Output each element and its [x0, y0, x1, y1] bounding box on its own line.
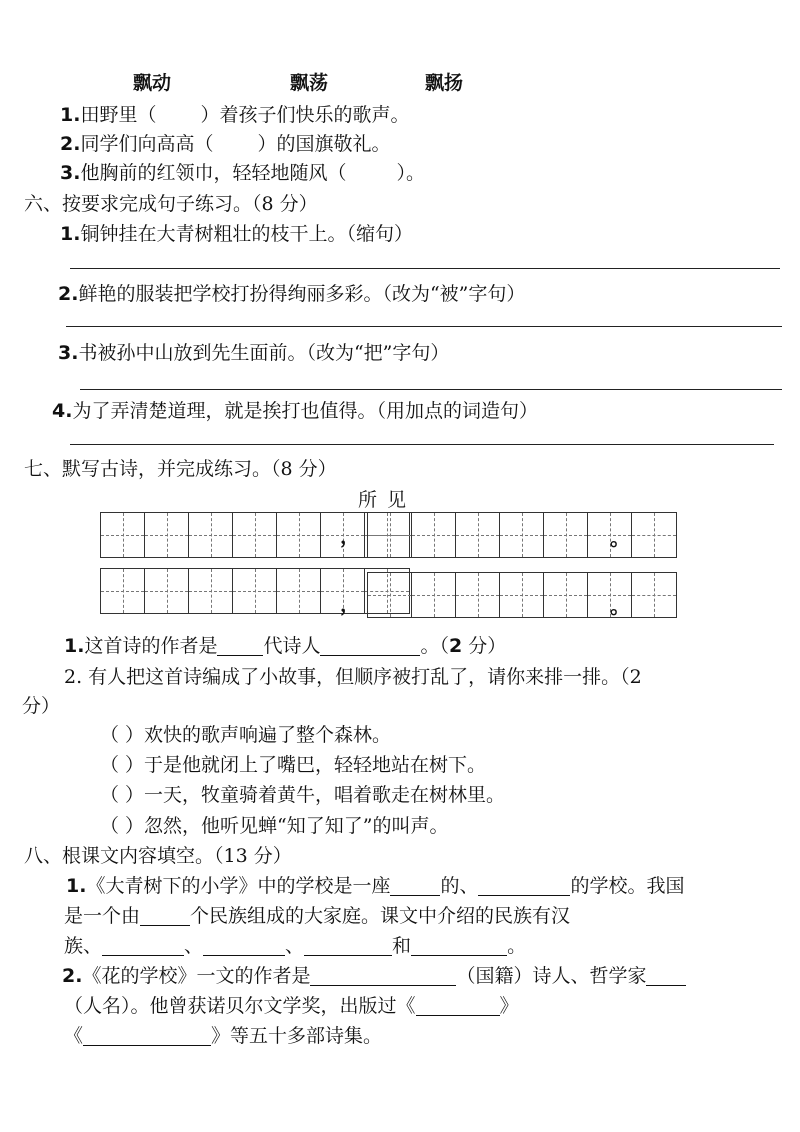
s8-q2-line2: （人名）。他曾获诺贝尔文学奖，出版过《 》 [64, 995, 519, 1017]
s6-item-4: 4.为了弄清楚道理，就是挨打也值得。（用加点的词造句） [52, 400, 538, 422]
s7-q1-blank-era[interactable] [217, 635, 263, 656]
comma-1: ， [340, 524, 360, 548]
poem-grid-line-2[interactable] [367, 512, 677, 558]
grid-cell[interactable] [145, 569, 189, 613]
section7-title: 七、默写古诗，并完成练习。（8 分） [24, 458, 337, 480]
s8-q1-line1: 1.《大青树下的小学》中的学校是一座 的、 的学校。我国 [66, 875, 685, 897]
grid-cell[interactable] [632, 573, 676, 617]
s6-answer-line-2[interactable] [66, 326, 782, 327]
s8-q2-blank-nationality[interactable] [310, 965, 456, 986]
order-item-2[interactable]: （ ）于是他就闭上了嘴巴，轻轻地站在树下。 [100, 754, 487, 776]
grid-cell[interactable] [456, 573, 500, 617]
s8-q1-blank-3[interactable] [140, 905, 190, 926]
grid-cell[interactable] [500, 573, 544, 617]
grid-cell[interactable] [368, 513, 412, 557]
q5-item-3: 3.他胸前的红领巾，轻轻地随风（ ）。 [60, 162, 425, 184]
s6-answer-line-3[interactable] [80, 389, 782, 390]
grid-cell[interactable] [277, 513, 321, 557]
s8-q2-line3: 《 》等五十多部诗集。 [64, 1025, 383, 1047]
word-choice-3: 飘扬 [425, 72, 464, 94]
s6-answer-line-1[interactable] [70, 268, 780, 269]
s6-answer-line-4[interactable] [70, 444, 774, 445]
grid-cell[interactable] [412, 513, 456, 557]
grid-cell[interactable] [368, 573, 412, 617]
s8-q1-blank-1[interactable] [390, 875, 440, 896]
s6-item-1: 1.铜钟挂在大青树粗壮的枝干上。（缩句） [60, 223, 413, 245]
grid-cell[interactable] [277, 569, 321, 613]
s8-q2-blank-name[interactable] [646, 965, 686, 986]
order-item-3[interactable]: （ ）一天，牧童骑着黄牛，唱着歌走在树林里。 [100, 784, 506, 806]
section6-title: 六、按要求完成句子练习。（8 分） [24, 193, 318, 215]
s8-q1-line3: 族、 、 、 和 。 [64, 935, 527, 957]
grid-cell[interactable] [189, 513, 233, 557]
s8-q1-blank-5[interactable] [203, 935, 285, 956]
grid-cell[interactable] [101, 569, 145, 613]
grid-cell[interactable] [500, 513, 544, 557]
grid-cell[interactable] [456, 513, 500, 557]
q5-item-1: 1.田野里（ ）着孩子们快乐的歌声。 [60, 104, 410, 126]
s8-q1-blank-2[interactable] [478, 875, 570, 896]
s7-q1: 1.这首诗的作者是 代诗人 。（2 分） [64, 635, 507, 657]
grid-cell[interactable] [412, 573, 456, 617]
poem-grid-line-4[interactable] [367, 572, 677, 618]
s8-q1-blank-7[interactable] [411, 935, 507, 956]
s8-q2-blank-book2[interactable] [83, 1025, 211, 1046]
s6-item-3: 3.书被孙中山放到先生面前。（改为“把”字句） [58, 342, 450, 364]
period-2: 。 [610, 594, 630, 618]
grid-cell[interactable] [189, 569, 233, 613]
grid-cell[interactable] [145, 513, 189, 557]
q5-item-2: 2.同学们向高高（ ）的国旗敬礼。 [60, 133, 391, 155]
order-item-1[interactable]: （ ）欢快的歌声响遍了整个森林。 [100, 724, 392, 746]
poem-title: 所 见 [358, 489, 409, 511]
s8-q2-line1: 2.《花的学校》一文的作者是 （国籍）诗人、哲学家 [62, 963, 686, 989]
s7-q1-blank-poet[interactable] [320, 635, 420, 656]
s8-q1-blank-4[interactable] [102, 935, 184, 956]
grid-cell[interactable] [233, 569, 277, 613]
s8-q1-blank-6[interactable] [304, 935, 392, 956]
section8-title: 八、根课文内容填空。（13 分） [24, 845, 292, 867]
poem-grid-line-3[interactable] [100, 568, 410, 614]
grid-cell[interactable] [101, 513, 145, 557]
s7-q2-cont: 分） [22, 695, 61, 717]
comma-2: ， [340, 592, 360, 616]
grid-cell[interactable] [632, 513, 676, 557]
grid-cell[interactable] [544, 573, 588, 617]
word-choice-2: 飘荡 [290, 72, 329, 94]
order-item-4[interactable]: （ ）忽然，他听见蝉“知了知了”的叫声。 [100, 815, 449, 837]
grid-cell[interactable] [544, 513, 588, 557]
s8-q1-line2: 是一个由 个民族组成的大家庭。课文中介绍的民族有汉 [64, 905, 571, 927]
s6-item-2: 2.鲜艳的服装把学校打扮得绚丽多彩。（改为“被”字句） [58, 283, 526, 305]
poem-grid-line-1[interactable] [100, 512, 410, 558]
word-choice-1: 飘动 [133, 72, 172, 94]
period-1: 。 [610, 526, 630, 550]
s8-q2-blank-book1[interactable] [416, 995, 500, 1016]
grid-cell[interactable] [233, 513, 277, 557]
s7-q2: 2. 有人把这首诗编成了小故事，但顺序被打乱了，请你来排一排。（2 [64, 666, 642, 688]
